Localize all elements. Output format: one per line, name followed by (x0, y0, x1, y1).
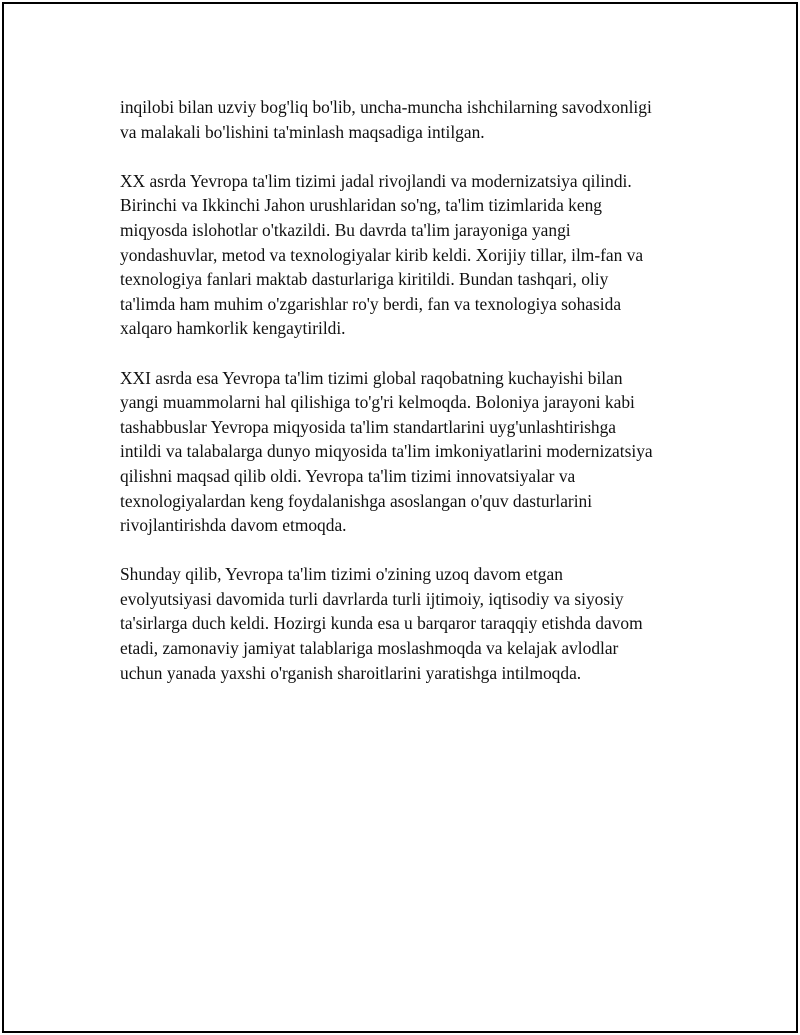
document-page (2, 2, 798, 1033)
paragraph-1 (120, 95, 710, 144)
text-line: texnologiyalardan keng foydalanishga asoslangan o'quv dasturlarini (120, 490, 593, 511)
text-line: texnologiya fanlari maktab dasturlariga kiritildi. Bundan tashqari, oliy (120, 269, 609, 290)
text-line: evolyutsiyasi davomida turli davrlarda turli ijtimoiy, iqtisodiy va siyosiy (120, 588, 624, 609)
text-line: uchun yanada yaxshi o'rganish sharoitlarini yaratishga intilmoqda. (120, 662, 582, 683)
text-line: XXI asrda esa Yevropa ta'lim tizimi global raqobatning kuchayishi bilan (120, 367, 623, 388)
text-line: yondashuvlar, metod va texnologiyalar kirib keldi. Xorijiy tillar, ilm-fan va (120, 244, 644, 265)
paragraph-3 (120, 366, 710, 538)
text-line: qilishni maqsad qilib oldi. Yevropa ta'lim tizimi innovatsiyalar va (120, 465, 576, 486)
text-line: etadi, zamonaviy jamiyat talablariga moslashmoqda va kelajak avlodlar (120, 638, 619, 659)
text-line: yangi muammolarni hal qilishiga to'g'ri kelmoqda. Boloniya jarayoni kabi (120, 392, 635, 413)
document-body (120, 95, 710, 710)
text-line: intildi va talabalarga dunyo miqyosida ta'lim imkoniyatlarini modernizatsiya (120, 441, 653, 462)
paragraph-2 (120, 169, 710, 341)
text-line: XX asrda Yevropa ta'lim tizimi jadal rivojlandi va modernizatsiya qilindi. (120, 170, 632, 191)
text-line: tashabbuslar Yevropa miqyosida ta'lim standartlarini uyg'unlashtirishga (120, 416, 617, 437)
text-line: ta'sirlarga duch keldi. Hozirgi kunda esa u barqaror taraqqiy etishda davom (120, 613, 643, 634)
text-line: va malakali bo'lishini ta'minlash maqsadiga intilgan. (120, 121, 485, 142)
text-line: Birinchi va Ikkinchi Jahon urushlaridan so'ng, ta'lim tizimlarida keng (120, 195, 602, 216)
text-line: Shunday qilib, Yevropa ta'lim tizimi o'zining uzoq davom etgan (120, 564, 563, 585)
paragraph-4 (120, 562, 710, 685)
text-line: xalqaro hamkorlik kengaytirildi. (120, 318, 346, 339)
text-line: inqilobi bilan uzviy bog'liq bo'lib, uncha-muncha ishchilarning savodxonligi (120, 97, 652, 117)
text-line: rivojlantirishda davom etmoqda. (120, 515, 347, 536)
text-line: ta'limda ham muhim o'zgarishlar ro'y berdi, fan va texnologiya sohasida (120, 293, 622, 314)
text-line: miqyosda islohotlar o'tkazildi. Bu davrda ta'lim jarayoniga yangi (120, 219, 571, 240)
